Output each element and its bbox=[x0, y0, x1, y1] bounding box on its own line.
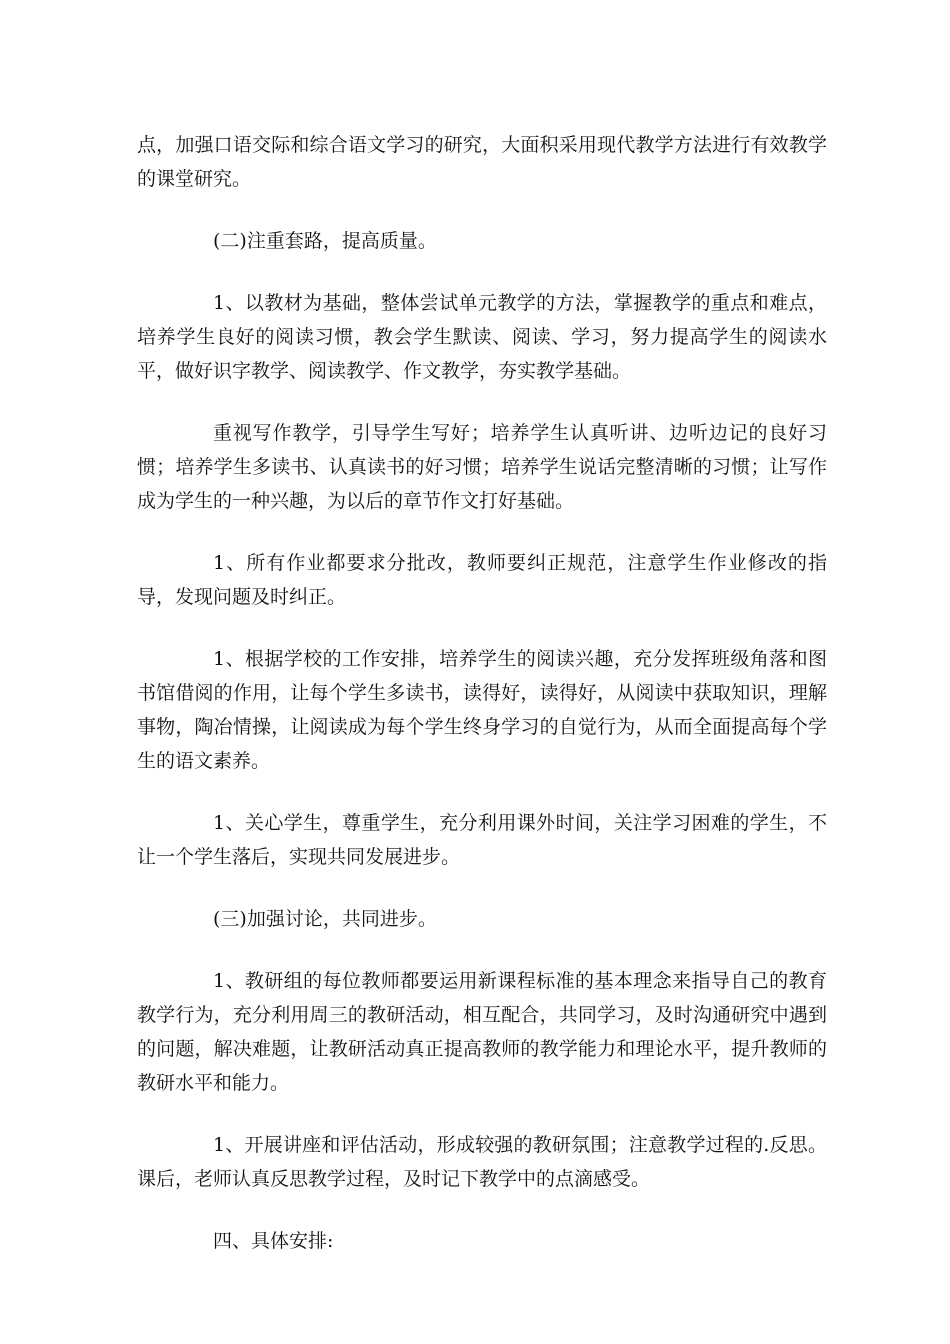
section-heading-2: (二)注重套路，提高质量。 bbox=[213, 230, 437, 252]
paragraph-textbook-basis: 1、以教材为基础，整体尝试单元教学的方法，掌握教学的重点和难点，培养学生良好的阅读习惯，教会学生默读、阅读、学习，努力提高学生的阅读水平，做好识字教学、阅读教学、作文教学，夯实教学基础。 bbox=[137, 292, 827, 382]
section-heading-4: 四、具体安排: bbox=[213, 1230, 334, 1252]
paragraph-teaching-research: 1、教研组的每位教师都要运用新课程标准的基本理念来指导自己的教育教学行为，充分利用周三的教研活动，相互配合，共同学习，及时沟通研究中遇到的问题，解决难题，让教研活动真正提高教师的教学能力和理论水平，提升教师的教研水平和能力。 bbox=[137, 970, 827, 1094]
paragraph-care-students: 1、关心学生，尊重学生，充分利用课外时间，关注学习困难的学生，不让一个学生落后，实现共同发展进步。 bbox=[137, 812, 827, 868]
paragraph-reading-interest: 1、根据学校的工作安排，培养学生的阅读兴趣，充分发挥班级角落和图书馆借阅的作用，让每个学生多读书，读得好，读得好，从阅读中获取知识，理解事物，陶冶情操，让阅读成为每个学生终身学习的自觉行为，从而全面提高每个学生的语文素养。 bbox=[137, 648, 827, 772]
paragraph-continuation: 点，加强口语交际和综合语文学习的研究，大面积采用现代教学方法进行有效教学的课堂研究。 bbox=[137, 134, 827, 190]
document-body bbox=[137, 128, 827, 1286]
section-heading-3: (三)加强讨论，共同进步。 bbox=[213, 908, 437, 930]
paragraph-homework-correction: 1、所有作业都要求分批改，教师要纠正规范，注意学生作业修改的指导，发现问题及时纠正。 bbox=[137, 552, 827, 608]
paragraph-writing-teaching: 重视写作教学，引导学生写好；培养学生认真听讲、边听边记的良好习惯；培养学生多读书、认真读书的好习惯；培养学生说话完整清晰的习惯；让写作成为学生的一种兴趣，为以后的章节作文打好基础。 bbox=[137, 422, 827, 512]
paragraph-lectures-reflection: 1、开展讲座和评估活动，形成较强的教研氛围；注意教学过程的.反思。课后，老师认真反思教学过程，及时记下教学中的点滴感受。 bbox=[137, 1134, 827, 1190]
